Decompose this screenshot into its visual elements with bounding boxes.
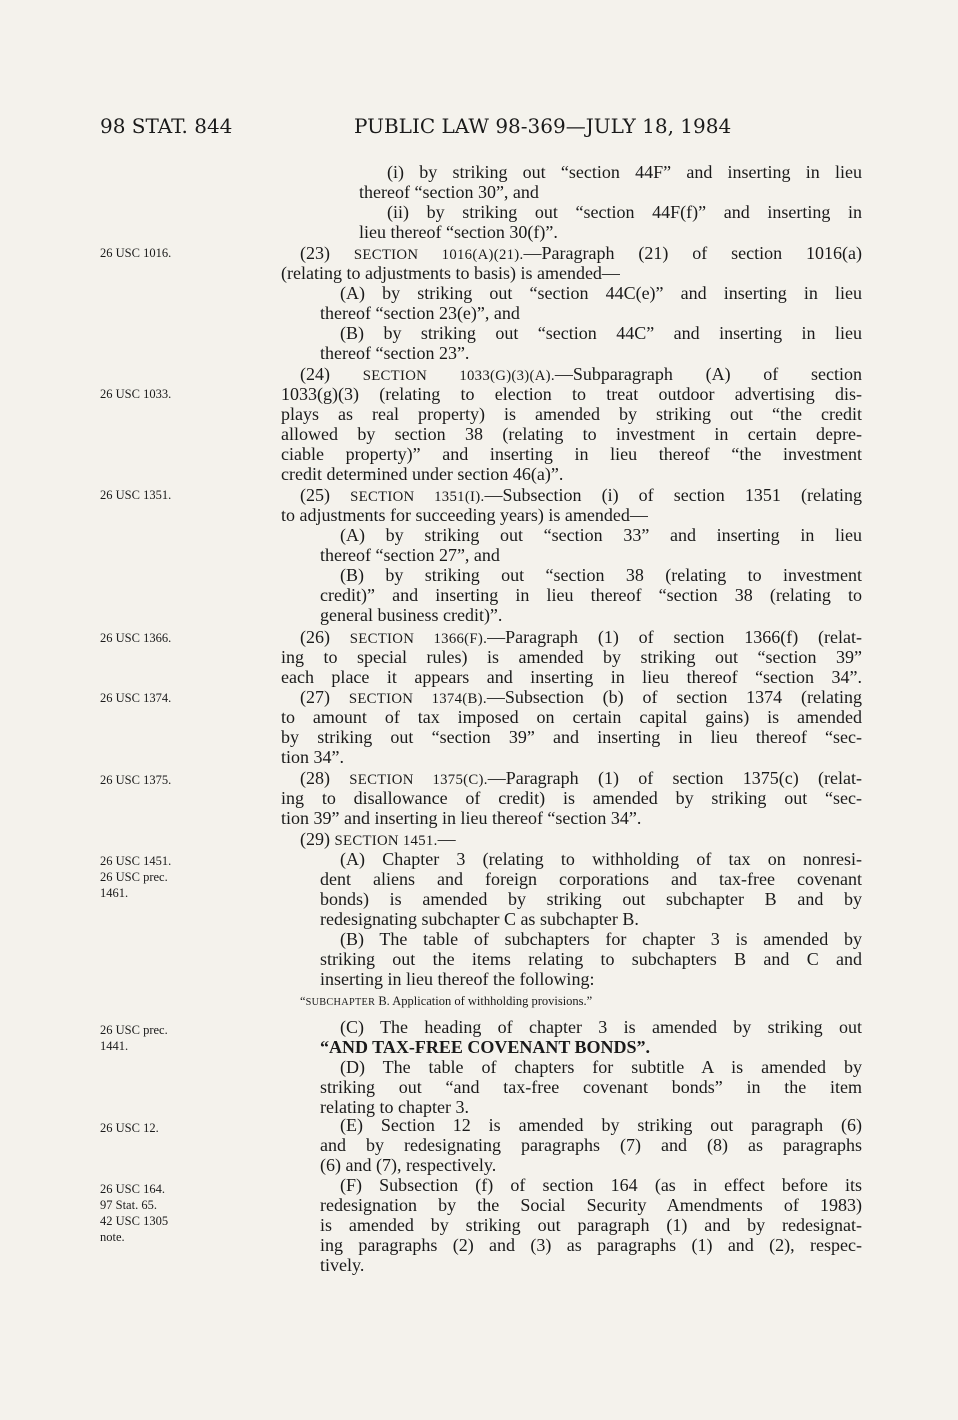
margin-note: note. xyxy=(100,1230,125,1244)
text-line: thereof “section 23”. xyxy=(320,343,470,363)
text-line: (B) The table of subchapters for chapter 3 is amended by xyxy=(340,929,862,949)
text-line: plays as real property) is amended by striking out “the credit xyxy=(281,404,862,424)
text-line: (C) The heading of chapter 3 is amended by striking out xyxy=(340,1017,862,1037)
text-line: credit)” and inserting in lieu thereof “section 38 (relating to xyxy=(320,585,862,605)
margin-note: 26 USC 1033. xyxy=(100,387,172,401)
text-line: (29) SECTION 1451.— xyxy=(300,829,456,849)
text-line: thereof “section 23(e)”, and xyxy=(320,303,520,323)
text-line: ing to special rules) is amended by striking out “section 39” xyxy=(281,647,862,667)
margin-note: 26 USC 1375. xyxy=(100,773,172,787)
text-line: allowed by section 38 (relating to investment in certain depre- xyxy=(281,424,862,444)
margin-note: 26 USC prec. xyxy=(100,870,168,884)
text-line: (A) by striking out “section 33” and inserting in lieu xyxy=(340,525,862,545)
margin-note: 26 USC prec. xyxy=(100,1023,168,1037)
margin-note: 1461. xyxy=(100,886,129,900)
text-line: (6) and (7), respectively. xyxy=(320,1155,497,1175)
text-line: (ii) by striking out “section 44F(f)” and inserting in xyxy=(387,202,862,222)
margin-note: 97 Stat. 65. xyxy=(100,1198,157,1212)
text-line: striking out the items relating to subchapters B and C and xyxy=(320,949,862,969)
text-line: (i) by striking out “section 44F” and inserting in lieu xyxy=(387,162,862,182)
text-line: lieu thereof “section 30(f)”. xyxy=(359,222,558,242)
text-line: (27) SECTION 1374(B).—Subsection (b) of section 1374 (relating xyxy=(300,687,862,707)
text-line: to amount of tax imposed on certain capital gains) is amended xyxy=(281,707,862,727)
text-line: 1033(g)(3) (relating to election to treat outdoor advertising dis- xyxy=(281,384,862,404)
text-line: tively. xyxy=(320,1255,365,1275)
text-line: credit determined under section 46(a)”. xyxy=(281,464,564,484)
text-line: ciable property)” and inserting in lieu thereof “the investment xyxy=(281,444,862,464)
text-line: ing to disallowance of credit) is amended by striking out “sec- xyxy=(281,788,862,808)
text-line: (B) by striking out “section 44C” and inserting in lieu xyxy=(340,323,862,343)
text-line: is amended by striking out paragraph (1) and by redesignat- xyxy=(320,1215,862,1235)
text-line: (relating to adjustments to basis) is amended— xyxy=(281,263,620,283)
margin-note: 26 USC 12. xyxy=(100,1121,159,1135)
margin-note: 26 USC 164. xyxy=(100,1182,165,1196)
margin-note: 26 USC 1016. xyxy=(100,246,172,260)
text-line: redesignating subchapter C as subchapter B. xyxy=(320,909,639,929)
margin-note: 26 USC 1374. xyxy=(100,691,172,705)
text-line: by striking out “section 39” and inserting in lieu thereof “sec- xyxy=(281,727,862,747)
margin-note: 26 USC 1366. xyxy=(100,631,172,645)
text-line: redesignation by the Social Security Amendments of 1983) xyxy=(320,1195,862,1215)
text-line: (28) SECTION 1375(C).—Paragraph (1) of section 1375(c) (relat- xyxy=(300,768,862,788)
chapter-heading-quote: “AND TAX-FREE COVENANT BONDS”. xyxy=(320,1037,651,1057)
text-line: (A) Chapter 3 (relating to withholding of tax on nonresi- xyxy=(340,849,862,869)
text-line: and by redesignating paragraphs (7) and (8) as paragraphs xyxy=(320,1135,862,1155)
text-line: (F) Subsection (f) of section 164 (as in effect before its xyxy=(340,1175,862,1195)
margin-note: 42 USC 1305 xyxy=(100,1214,169,1228)
text-line: striking out “and tax-free covenant bonds” in the item xyxy=(320,1077,862,1097)
text-line: general business credit)”. xyxy=(320,605,503,625)
text-line: tion 34”. xyxy=(281,747,344,767)
text-line: (26) SECTION 1366(F).—Paragraph (1) of section 1366(f) (relat- xyxy=(300,627,862,647)
text-line: inserting in lieu thereof the following: xyxy=(320,969,595,989)
text-line: (24) SECTION 1033(G)(3)(A).—Subparagraph (A) of section xyxy=(300,364,862,384)
margin-note: 26 USC 1351. xyxy=(100,488,172,502)
text-line: (A) by striking out “section 44C(e)” and inserting in lieu xyxy=(340,283,862,303)
margin-note: 1441. xyxy=(100,1039,129,1053)
text-line: (D) The table of chapters for subtitle A is amended by xyxy=(340,1057,862,1077)
text-line: (B) by striking out “section 38 (relating to investment xyxy=(340,565,862,585)
page-number: 98 STAT. 844 xyxy=(100,114,233,138)
text-line: thereof “section 30”, and xyxy=(359,182,539,202)
text-line: tion 39” and inserting in lieu thereof “section 34”. xyxy=(281,808,642,828)
text-line: each place it appears and inserting in lieu thereof “section 34”. xyxy=(281,667,862,687)
table-entry: “SUBCHAPTER B. Application of withholding provisions.” xyxy=(300,994,593,1008)
text-line: (23) SECTION 1016(A)(21).—Paragraph (21) of section 1016(a) xyxy=(300,243,862,263)
text-line: ing paragraphs (2) and (3) as paragraphs (1) and (2), respec- xyxy=(320,1235,862,1255)
text-line: to adjustments for succeeding years) is amended— xyxy=(281,505,648,525)
text-line: bonds) is amended by striking out subchapter B and by xyxy=(320,889,862,909)
running-head: PUBLIC LAW 98-369—JULY 18, 1984 xyxy=(354,114,732,138)
text-line: relating to chapter 3. xyxy=(320,1097,469,1117)
margin-note: 26 USC 1451. xyxy=(100,854,172,868)
text-line: thereof “section 27”, and xyxy=(320,545,500,565)
text-line: (25) SECTION 1351(I).—Subsection (i) of section 1351 (relating xyxy=(300,485,863,505)
text-line: dent aliens and foreign corporations and tax-free covenant xyxy=(320,869,862,889)
text-line: (E) Section 12 is amended by striking out paragraph (6) xyxy=(340,1115,862,1135)
